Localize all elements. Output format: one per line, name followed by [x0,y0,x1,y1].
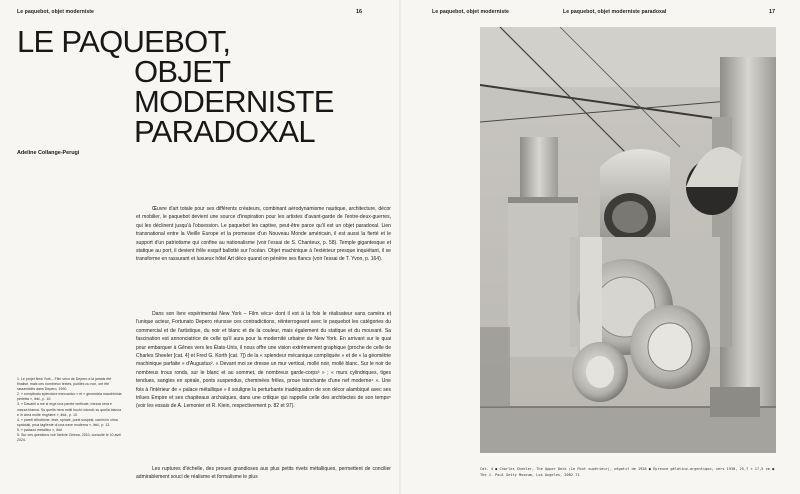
photo-caption [480,466,776,478]
footnote: 3. « Davanti a me si erge una parete verticale, mezza nera e mezza bianca. Su quella nera molti buchi rotondi; su quella bianca e in cima molte ringhiere », ibid., p. 10. [17,402,122,417]
title-line-4: PARADOXAL [134,114,315,149]
footnote: 5. « palazzo metallico », ibid. [17,427,63,432]
footnote: 2. « complicato splendore meccanico » et « geometria macchinisia perfetta », ibid., p. 10. [17,392,122,402]
body-paragraph-3: Les ruptures d'échelle, des proues grandioses aux plus petits rivets métalliques, permettent de concilier admirablement souci de réalisme et formalisme le plus [136,466,391,481]
footnotes [17,377,123,443]
footnote: 5. Sur ces questions voir l'article Chiesa, 2010, consulté le 10 avril 2024. [17,433,121,443]
running-head-right-1: Le paquebot, objet moderniste [432,9,509,15]
body-paragraph-2: Dans son livre expérimental New York – Film vécu¹ dont il est à la fois le réalisateur sans caméra et l'unique acteur, Fortunato Depero réunsse ces contradictions, réinterrogeant avec le paquebot les catégories du commercial et de l'artistique, du noir et blanc et de la couleur, mais également du statique et du mouvant. Sa fascination est annonciatrice de celle qu'il aura pour la modernité urbaine de New York. En arrivant sur le quai pour embarquer à Gênes vers les États-Unis, il nous offre une vision extrêmement graphique (proche de celle de Charles Sheeler [cat. 4] et Fred G. Korth [cat. 7]) de la « splendeur mécanique compliquée » et de « la géométrie machinique parfaite » d'Augustus². « Devant moi se dresse un mur vertical, mollé noir, mollé blanc. Sur le noir de nombreux trous ronds, sur le blanc et au sommet, de nombreux garde-corps³ » ; « murs cylindriques, tiges tendues, sangles en spirale, ponts suspendus, cheminées frêles, proue tranchante d'une nef moderne⁴ ». Une fois à l'intérieur de « palace métallique » il souligne la perturbante inadéquation de son décor alambiqué avec ses trilues Empire et ses chapiteaux archaïques, dans une critique qui rappelle celle des architectes de son temps⁵ (voir les essais de A. Lemonier et R. Klein, respectivement p. 82 et 97). [136,311,391,410]
caption-line-1: Cat. 4 ● Charles Sheeler, The Upper Deck (Le Pont supérieur), négatif de 1928 ● Épreuve gélatino-argentique, vers 1930, 25,7 × 17,5 cm ● [480,467,775,471]
photo-illustration [480,27,776,453]
title-line-2: OBJET [134,54,231,89]
footnote: 1. Le projet New York – Film vécu de Depero a la jamais été finalisé, mais ces nombreux textes, publiés ou non, ont été rassemblés dans Depero, 1990. [17,377,112,392]
gutter [399,0,401,494]
caption-line-2: The J. Paul Getty Museum, Los Angeles, 2002.71 [480,473,580,478]
photograph-upper-deck [480,27,776,453]
page-title [17,24,334,149]
title-line-1: LE PAQUEBOT, [17,24,231,59]
body-paragraph-1: Œuvre d'art totale pour ses différents créateurs, combinant aérodynamisme nautique, architecture, décor et mobilier, le paquebot devient une source d'inspiration pour les artistes d'avant-garde de l'entre-deux-guerres, qui les déclinent jusqu'à l'obsession. Le paquebot les captive, peut-être parce qu'il est un objet paradoxal. Lien transnational entre la Vieille Europe et la promesse d'un Nouveau Monde américain, il est aussi la fierté et le support d'un patriotisme qui confine au nationalisme (voir l'essai de S. Chanteux, p. 58). Temple gigantesque et statique au port, il devient frêle esquif ballotté sur l'océan. Objet machinique à l'extérieur presque inquiétant, il se transforme en rassurant et luxueux hôtel Art déco quand on pénètre ses flancs (voir l'essai de T. Yvon, p. 164). [136,206,391,263]
folio-left: 16 [356,9,363,15]
folio-right: 17 [769,9,776,15]
author-name: Adeline Collange-Perugi [17,150,80,156]
running-head-right-2: Le paquebot, objet moderniste paradoxal [563,9,667,15]
title-line-3: MODERNISTE [134,84,334,119]
footnote: 4. « pareti cilindriche, tese, spirale, ponti sospesi, camini in cima spatolati, prua tagliente di una nave moderna », ibid., p. 13. [17,417,118,427]
running-head-left: Le paquebot, objet moderniste [17,9,94,15]
